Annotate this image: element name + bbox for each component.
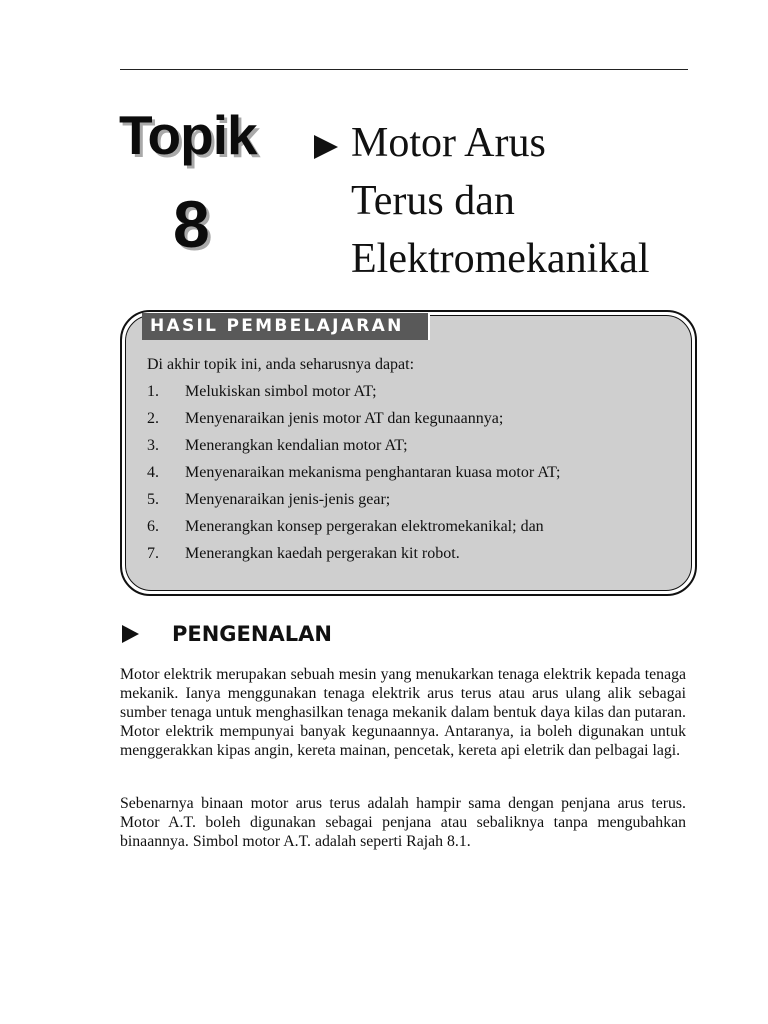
list-item-number: 4. — [147, 464, 159, 481]
list-item — [147, 517, 560, 544]
list-item — [147, 436, 560, 463]
list-item-number: 2. — [147, 410, 159, 427]
topic-label: Topik — [119, 104, 257, 166]
list-item-text: Menyenaraikan mekanisma penghantaran kuasa motor AT; — [185, 464, 561, 481]
title-line: Motor Arus — [351, 120, 546, 166]
learning-outcomes-intro: Di akhir topik ini, anda seharusnya dapat: — [147, 356, 415, 373]
list-item-text: Menerangkan kaedah pergerakan kit robot. — [185, 545, 460, 562]
list-item — [147, 463, 560, 490]
header-rule — [120, 69, 688, 70]
body-paragraph: Motor elektrik merupakan sebuah mesin yang menukarkan tenaga elektrik kepada tenaga mekanik. Ianya menggunakan tenaga elektrik arus terus atau arus ulang alik sebagai sumber tenaga untuk menghasilkan tenaga mekanik dalam bentuk daya kilas dan putaran. Motor elektrik mempunyai banyak kegunaannya. Antaranya, ia boleh digunakan untuk menggerakkan kipas angin, kereta mainan, pencetak, kereta api eletrik dan pelbagai lagi. — [120, 666, 686, 759]
list-item-text: Menyenaraikan jenis motor AT dan kegunaannya; — [185, 410, 504, 427]
topic-number: 8 — [173, 187, 209, 261]
list-item — [147, 490, 560, 517]
list-item — [147, 544, 560, 571]
body-paragraph: Sebenarnya binaan motor arus terus adalah hampir sama dengan penjana arus terus. Motor A.T. boleh digunakan sebagai penjana atau sebaliknya tanpa mengubahkan binaannya. Simbol motor A.T. adalah seperti Rajah 8.1. — [120, 795, 686, 850]
list-item-number: 3. — [147, 437, 159, 454]
learning-outcomes-heading: HASIL PEMBELAJARAN — [142, 313, 428, 340]
section-heading: PENGENALAN — [172, 622, 332, 646]
list-item-number: 7. — [147, 545, 159, 562]
list-item — [147, 382, 560, 409]
list-item-text: Menerangkan konsep pergerakan elektromekanikal; dan — [185, 518, 544, 535]
title-line: Elektromekanikal — [351, 236, 650, 282]
triangle-right-icon — [122, 625, 139, 643]
title-line: Terus dan — [351, 178, 515, 224]
list-item-number: 6. — [147, 518, 159, 535]
list-item-text: Menerangkan kendalian motor AT; — [185, 437, 408, 454]
triangle-right-icon — [314, 135, 338, 159]
learning-outcomes-list — [147, 382, 560, 571]
list-item-text: Menyenaraikan jenis-jenis gear; — [185, 491, 391, 508]
list-item-text: Melukiskan simbol motor AT; — [185, 383, 377, 400]
list-item-number: 1. — [147, 383, 159, 400]
list-item — [147, 409, 560, 436]
page-title — [351, 114, 731, 288]
list-item-number: 5. — [147, 491, 159, 508]
